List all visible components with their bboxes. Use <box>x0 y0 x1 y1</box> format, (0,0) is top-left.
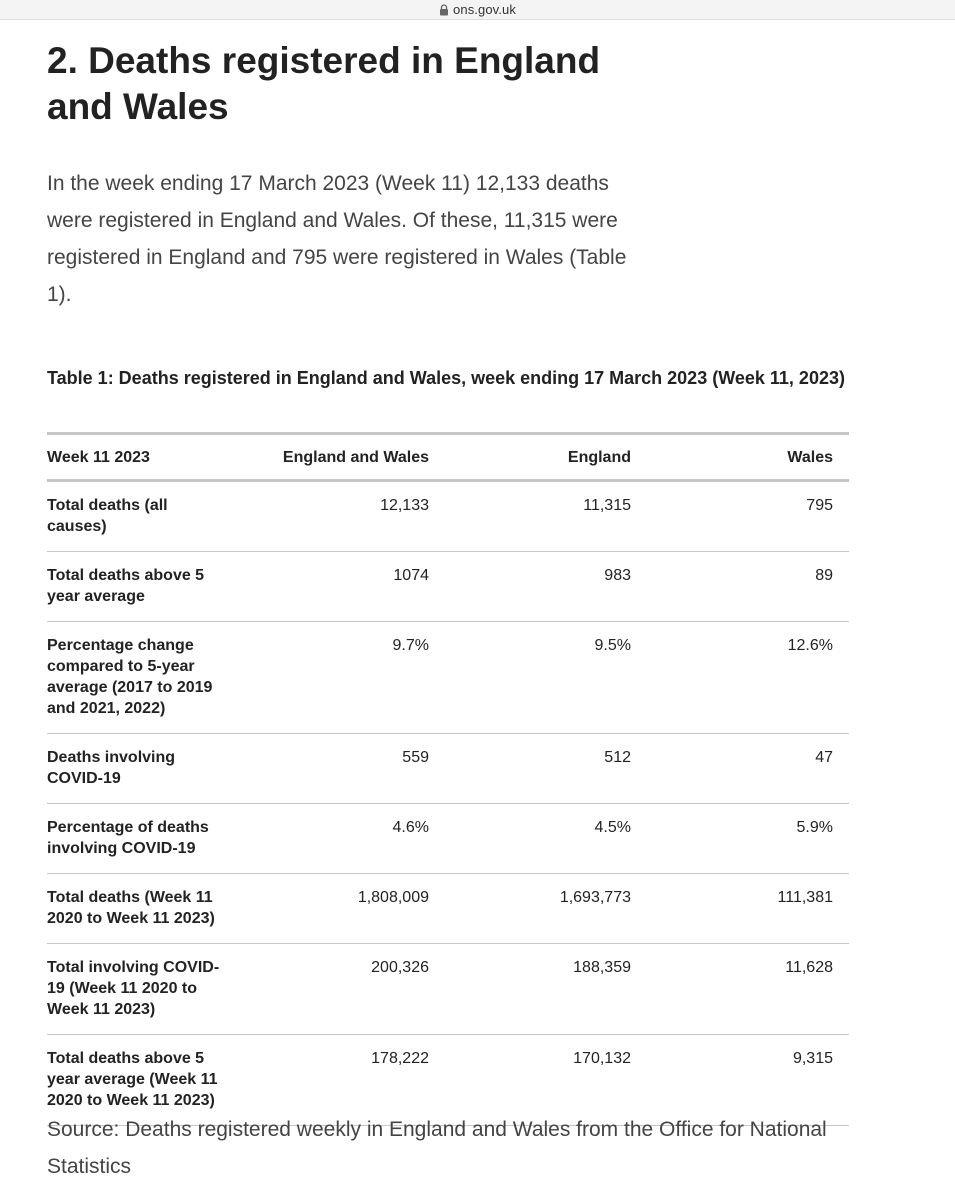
cell-wales: 12.6% <box>787 637 833 654</box>
table-row <box>47 734 849 804</box>
table-row <box>47 481 849 552</box>
row-label: Total involving COVID-19 (Week 11 2020 to Week 11 2023) <box>47 959 220 1018</box>
cell-england: 4.5% <box>594 819 631 836</box>
cell-england: 188,359 <box>573 959 631 976</box>
cell-england: 1,693,773 <box>559 889 631 906</box>
lead-paragraph: In the week ending 17 March 2023 (Week 11) 12,133 deaths were registered in England and Wales. Of these, 11,315 were registered in England and 795 were registered in Wales (Table 1). <box>47 172 627 306</box>
column-header-england-and-wales: England and Wales <box>282 448 429 466</box>
table-caption: Table 1: Deaths registered in England and Wales, week ending 17 March 2023 (Week 11, 2023) <box>47 368 845 388</box>
browser-address-bar[interactable] <box>0 0 955 20</box>
row-label: Total deaths above 5 year average (Week 11 2020 to Week 11 2023) <box>47 1050 218 1109</box>
cell-england-and-wales: 9.7% <box>392 637 429 654</box>
cell-england-and-wales: 200,326 <box>371 959 429 976</box>
table-row <box>47 552 849 622</box>
row-label: Deaths involving COVID-19 <box>47 749 176 787</box>
cell-england: 11,315 <box>583 497 631 514</box>
cell-england-and-wales: 178,222 <box>371 1050 429 1067</box>
table-row <box>47 804 849 874</box>
cell-england: 983 <box>604 567 631 584</box>
column-header-england: England <box>567 448 631 466</box>
table-row <box>47 622 849 734</box>
table-header-row <box>47 434 849 481</box>
column-header-week: Week 11 2023 <box>47 448 150 466</box>
cell-england-and-wales: 559 <box>402 749 429 766</box>
row-label: Total deaths above 5 year average <box>47 567 205 605</box>
cell-wales: 111,381 <box>777 889 833 906</box>
cell-england-and-wales: 12,133 <box>380 497 429 514</box>
row-label: Percentage change compared to 5-year average (2017 to 2019 and 2021, 2022) <box>47 637 213 717</box>
source-note: Source: Deaths registered weekly in England and Wales from the Office for National Statistics <box>47 1118 827 1178</box>
row-label: Percentage of deaths involving COVID-19 <box>47 819 209 857</box>
section-title: 2. Deaths registered in England and Wales <box>47 40 601 127</box>
cell-wales: 5.9% <box>796 819 833 836</box>
cell-wales: 795 <box>806 497 833 514</box>
column-header-wales: Wales <box>787 448 833 466</box>
cell-england-and-wales: 1074 <box>393 567 429 584</box>
cell-england: 9.5% <box>594 637 631 654</box>
table-row <box>47 874 849 944</box>
cell-england-and-wales: 4.6% <box>392 819 429 836</box>
cell-wales: 11,628 <box>785 959 833 976</box>
url-text: ons.gov.uk <box>453 2 516 17</box>
table-row <box>47 944 849 1035</box>
cell-england: 170,132 <box>573 1050 631 1067</box>
cell-wales: 47 <box>815 749 833 766</box>
row-label: Total deaths (all causes) <box>47 497 168 535</box>
cell-wales: 9,315 <box>792 1050 833 1067</box>
row-label: Total deaths (Week 11 2020 to Week 11 2023) <box>47 889 215 927</box>
lock-icon <box>439 4 449 16</box>
deaths-table <box>47 432 849 1126</box>
cell-england: 512 <box>604 749 631 766</box>
cell-wales: 89 <box>815 567 833 584</box>
cell-england-and-wales: 1,808,009 <box>357 889 429 906</box>
